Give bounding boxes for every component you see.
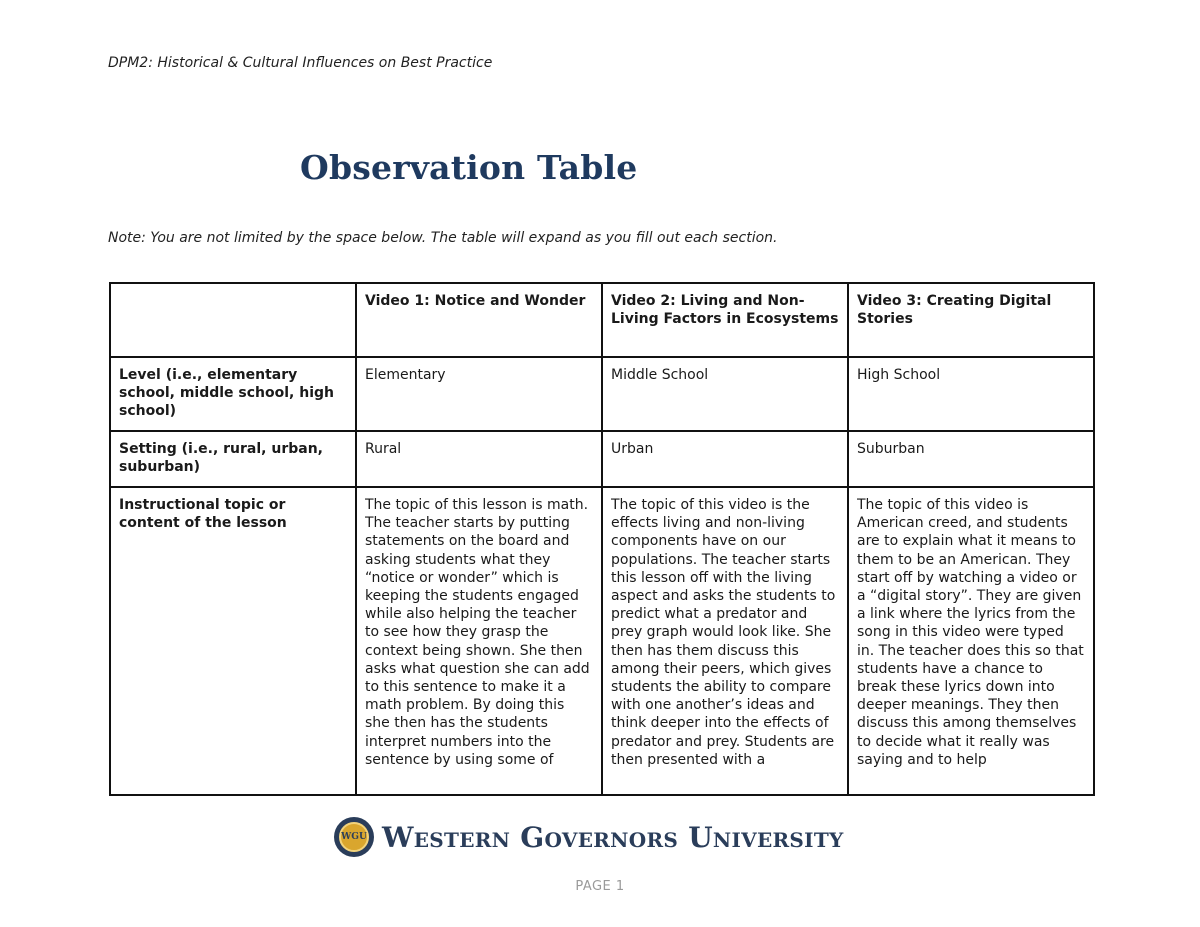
cell-level-video-1: Elementary [356,357,602,431]
table-header-row [110,283,1094,357]
cell-level-video-3: High School [848,357,1094,431]
university-wordmark: Western Governors University [382,820,844,854]
running-header: DPM2: Historical & Cultural Influences on Best Practice [108,55,493,71]
row-label-setting: Setting (i.e., rural, urban, suburban) [110,431,356,487]
cell-topic-video-2 [602,487,848,795]
page-title: Observation Table [300,148,638,187]
cell-topic-video-3-text: The topic of this video is American creed, and students are to explain what it means to them to be an American. They start off by watching a video or a “digital story”. They are given a link where the lyrics from the song in this video were typed in. The teacher does this so that students have a chance to break these lyrics down into deeper meanings. They then discuss this among themselves to decide what it really was saying and to help [857,497,1084,768]
row-label-topic: Instructional topic or content of the lesson [110,487,356,795]
cell-topic-video-3 [848,487,1094,795]
column-header-video-1: Video 1: Notice and Wonder [356,283,602,357]
instruction-note: Note: You are not limited by the space below. The table will expand as you fill out each section. [108,230,778,246]
seal-monogram: WGU [339,822,369,852]
cell-topic-video-1-text: The topic of this lesson is math. The teacher starts by putting statements on the board and asking students what they “notice or wonder” which is keeping the students engaged while also helping the teacher to see how they grasp the context being shown. She then asks what question she can add to this sentence to make it a math problem. By doing this she then has the students interpret numbers into the sentence by using some of [365,497,590,768]
table-row [110,357,1094,431]
table-corner-cell [110,283,356,357]
column-header-video-3: Video 3: Creating Digital Stories [848,283,1094,357]
cell-setting-video-1: Rural [356,431,602,487]
cell-level-video-2: Middle School [602,357,848,431]
cell-topic-video-1 [356,487,602,795]
university-seal-icon [334,817,374,857]
page-number: PAGE 1 [575,879,625,894]
table-row [110,487,1094,795]
cell-setting-video-2: Urban [602,431,848,487]
cell-setting-video-3: Suburban [848,431,1094,487]
observation-table [109,282,1095,796]
column-header-video-2: Video 2: Living and Non-Living Factors in Ecosystems [602,283,848,357]
university-logo [334,817,844,857]
cell-topic-video-2-text: The topic of this video is the effects living and non-living components have on our populations. The teacher starts this lesson off with the living aspect and asks the students to predict what a predator and prey graph would look like. She then has them discuss this among their peers, which gives students the ability to compare with one another’s ideas and think deeper into the effects of predator and prey. Students are then presented with a [611,497,836,768]
row-label-level: Level (i.e., elementary school, middle school, high school) [110,357,356,431]
table-row [110,431,1094,487]
